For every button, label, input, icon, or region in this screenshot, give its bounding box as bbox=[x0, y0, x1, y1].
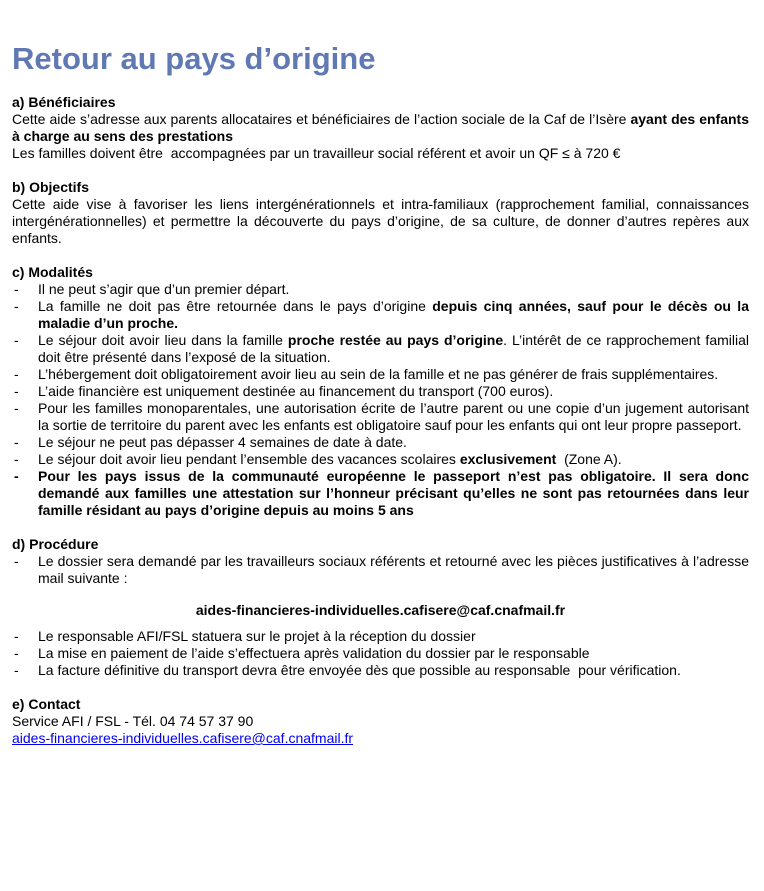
bold-text: aides-financieres-individuelles.cafisere@caf.cnafmail.fr bbox=[195, 602, 566, 618]
text: Cette aide s’adresse aux parents allocataires et bénéficiaires de l’action sociale de la Caf de l’Isère bbox=[12, 111, 631, 127]
text: La famille ne doit pas être retournée dans le pays d’origine bbox=[38, 298, 433, 314]
list-dash: - bbox=[14, 451, 19, 467]
text: Service AFI / FSL - Tél. 04 74 57 37 90 bbox=[12, 713, 254, 729]
text: Le séjour ne peut pas dépasser 4 semaines de date à date. bbox=[38, 434, 407, 450]
list-item bbox=[12, 468, 749, 519]
list-dash: - bbox=[14, 553, 19, 569]
list-item bbox=[12, 383, 749, 400]
paragraph bbox=[12, 111, 749, 145]
procedure-email-text bbox=[12, 602, 749, 619]
list-dash: - bbox=[14, 332, 19, 348]
section-beneficiaires bbox=[12, 94, 749, 162]
list-item bbox=[12, 553, 749, 587]
text: Le séjour doit avoir lieu dans la famille bbox=[38, 332, 288, 348]
bold-text: proche restée au pays d’origine bbox=[287, 332, 504, 348]
text: La facture définitive du transport devra être envoyée dès que possible au responsable pour vérification. bbox=[38, 662, 681, 678]
text: (Zone A). bbox=[556, 451, 622, 467]
text: Le responsable AFI/FSL statuera sur le projet à la réception du dossier bbox=[38, 628, 476, 644]
list-item bbox=[12, 451, 749, 468]
list-dash: - bbox=[14, 434, 19, 450]
text: Il ne peut s’agir que d’un premier départ. bbox=[38, 281, 290, 297]
list-item bbox=[12, 281, 749, 298]
list-dash: - bbox=[14, 383, 19, 399]
list-item bbox=[12, 628, 749, 645]
section-heading-contact: e) Contact bbox=[12, 696, 81, 712]
list-dash: - bbox=[14, 628, 19, 644]
text: La mise en paiement de l’aide s’effectuera après validation du dossier par le responsable bbox=[38, 645, 590, 661]
text: . L’intérêt de ce rapprochement familial doit être présenté dans l’exposé de la situation. bbox=[38, 332, 749, 365]
sections-container bbox=[12, 94, 749, 747]
section-contact bbox=[12, 696, 749, 747]
paragraph bbox=[12, 713, 749, 730]
list-item bbox=[12, 298, 749, 332]
list-dash: - bbox=[14, 281, 19, 297]
text: L’hébergement doit obligatoirement avoir lieu au sein de la famille et ne pas générer de frais supplémentaires. bbox=[38, 366, 719, 382]
text: Pour les familles monoparentales, une autorisation écrite de l’autre parent ou une copie d’un jugement autorisant la sortie de territoire du parent avec les enfants est obligatoire sauf pour les enfants qui ont leur propre passeport. bbox=[38, 400, 749, 433]
page-title: Retour au pays d’origine bbox=[12, 41, 376, 76]
section-procedure bbox=[12, 536, 749, 679]
text: Le séjour doit avoir lieu pendant l’ensemble des vacances scolaires bbox=[38, 451, 460, 467]
text: Cette aide vise à favoriser les liens intergénérationnels et intra-familiaux (rapprochement familial, connaissances intergénérationnelles) et permettre la découverte du pays d’origine, de sa culture, de donner d’autres repères aux enfants. bbox=[12, 196, 749, 246]
bold-text: ayant des enfants à charge au sens des prestations bbox=[12, 111, 749, 144]
list-dash: - bbox=[14, 662, 19, 678]
list-item bbox=[12, 645, 749, 662]
paragraph bbox=[12, 196, 749, 247]
list-dash: - bbox=[14, 468, 19, 484]
bold-text: Pour les pays issus de la communauté européenne le passeport n’est pas obligatoire. Il sera donc demandé aux familles une attestation sur l’honneur précisant qu’elles ne sont pas retournées dans leur famille résidant au pays d’origine depuis au moins 5 ans bbox=[38, 468, 749, 518]
text: Les familles doivent être accompagnées par un travailleur social référent et avoir un QF ≤ à 720 € bbox=[12, 145, 621, 161]
document-page bbox=[0, 41, 764, 891]
text: L’aide financière est uniquement destinée au financement du transport (700 euros). bbox=[38, 383, 554, 399]
list-item bbox=[12, 400, 749, 434]
section-heading-procedure: d) Procédure bbox=[12, 536, 99, 552]
section-heading-modalites: c) Modalités bbox=[12, 264, 93, 280]
contact-email-link[interactable]: aides-financieres-individuelles.cafisere@caf.cnafmail.fr bbox=[12, 730, 354, 746]
section-objectifs bbox=[12, 179, 749, 247]
bold-text: exclusivement bbox=[459, 451, 557, 467]
list-dash: - bbox=[14, 298, 19, 314]
section-heading-objectifs: b) Objectifs bbox=[12, 179, 90, 195]
list-dash: - bbox=[14, 366, 19, 382]
section-modalites bbox=[12, 264, 749, 519]
paragraph bbox=[12, 145, 749, 162]
list-dash: - bbox=[14, 645, 19, 661]
list-item bbox=[12, 434, 749, 451]
text: Le dossier sera demandé par les travailleurs sociaux référents et retourné avec les pièces justificatives à l’adresse mail suivante : bbox=[38, 553, 749, 586]
document bbox=[0, 41, 764, 747]
list-dash: - bbox=[14, 400, 19, 416]
list-item bbox=[12, 332, 749, 366]
list-item bbox=[12, 662, 749, 679]
contact-link-line bbox=[12, 730, 749, 747]
list-item bbox=[12, 366, 749, 383]
bold-text: depuis cinq années, sauf pour le décès ou la maladie d’un proche. bbox=[38, 298, 749, 331]
section-heading-beneficiaires: a) Bénéficiaires bbox=[12, 94, 116, 110]
